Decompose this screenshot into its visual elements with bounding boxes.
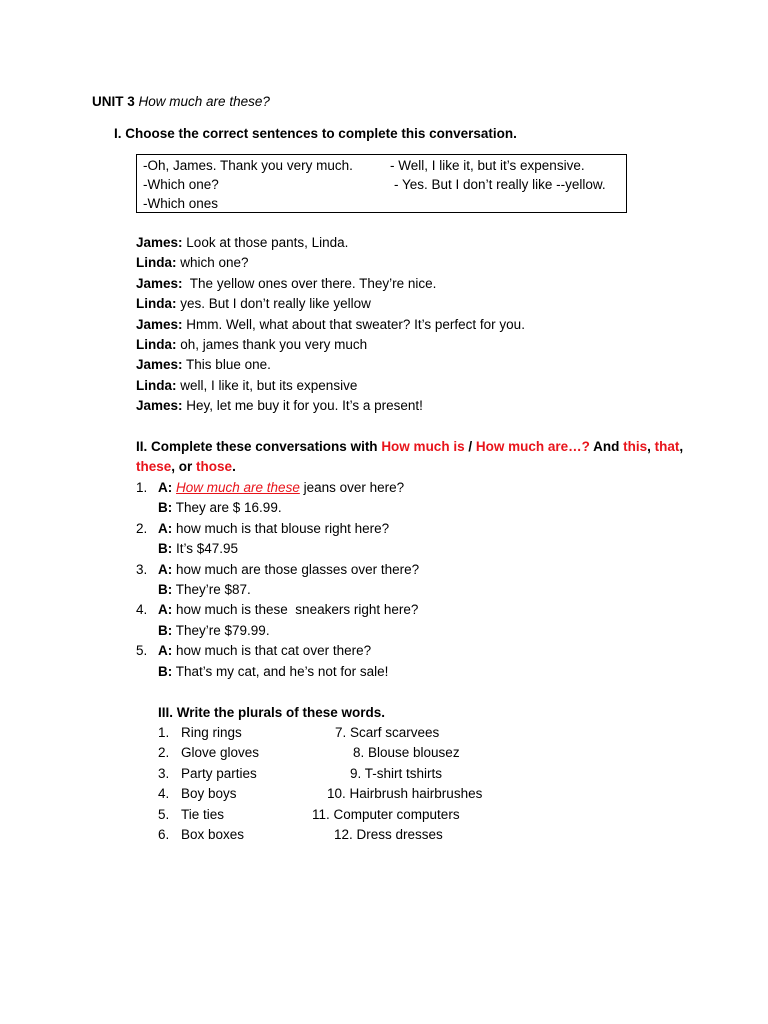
speaker: James:: [136, 398, 183, 414]
speaker-b: B:: [158, 500, 173, 516]
option-left-2: -Which one?: [143, 177, 219, 192]
speaker: Linda:: [136, 296, 177, 312]
unit-label: UNIT 3: [92, 94, 135, 109]
line-text: Look at those pants, Linda.: [182, 235, 349, 250]
speaker-b: B:: [158, 663, 173, 679]
speaker-a: A:: [158, 643, 173, 659]
speaker-a: A:: [158, 602, 173, 618]
item-number: 2.: [136, 520, 148, 536]
option-left-3: -Which ones: [143, 196, 219, 211]
plural-item: Box boxes: [181, 826, 245, 842]
heading-keyword: those: [196, 459, 233, 475]
section1-heading: I. Choose the correct sentences to complete this conversation.: [114, 126, 517, 141]
line-text: They’re $87.: [172, 581, 251, 597]
speaker-a: A:: [158, 561, 173, 577]
speaker-a: A:: [158, 480, 173, 495]
plurals-list: [136, 723, 516, 845]
dialogue-line: [136, 376, 525, 396]
example-answer: How much are these: [176, 480, 300, 495]
line-text: well, I like it, but its expensive: [176, 377, 358, 393]
dialogue-line: [136, 233, 525, 253]
item-number: 1.: [136, 480, 148, 495]
plural-row: [136, 723, 516, 743]
item-number: 2.: [158, 745, 170, 761]
line-text: That’s my cat, and he’s not for sale!: [172, 663, 389, 679]
plural-row: [136, 743, 516, 763]
speaker: James:: [136, 357, 183, 373]
heading-text: , or: [171, 459, 197, 475]
item-number: 4.: [136, 602, 148, 618]
speaker-b: B:: [158, 622, 173, 638]
plural-item: Ring rings: [181, 725, 242, 740]
line-text: how much is that blouse right here?: [172, 520, 390, 536]
heading-text: ,: [647, 439, 655, 454]
line-text: jeans over here?: [299, 480, 405, 495]
line-text: which one?: [176, 255, 249, 271]
sentence-options-box: [136, 154, 627, 213]
plural-item: 10. Hairbrush hairbrushes: [327, 786, 483, 802]
plural-item: Boy boys: [181, 786, 237, 802]
dialogue-line: [136, 253, 525, 273]
line-text: Hey, let me buy it for you. It’s a present!: [182, 398, 423, 414]
dialogue-line: [136, 355, 525, 375]
speaker: Linda:: [136, 336, 177, 352]
item-number: 3.: [136, 561, 148, 577]
plural-row: [136, 825, 516, 845]
option-left-1: -Oh, James. Thank you very much.: [143, 158, 353, 173]
item-number: 5.: [158, 806, 170, 822]
item-number: 3.: [158, 765, 170, 781]
dialogue-line: [136, 315, 525, 335]
line-text: This blue one.: [182, 357, 271, 373]
line-text: oh, james thank you very much: [176, 336, 368, 352]
plural-item: 8. Blouse blousez: [353, 745, 460, 761]
heading-text: And: [589, 439, 624, 454]
option-right-2: - Yes. But I don’t really like --yellow.: [394, 177, 606, 192]
heading-keyword: this: [623, 439, 648, 454]
plural-item: 11. Computer computers: [312, 806, 460, 822]
heading-text: /: [464, 439, 476, 454]
speaker: James:: [136, 235, 183, 250]
heading-keyword: How much are…?: [475, 439, 590, 454]
speaker: Linda:: [136, 377, 177, 393]
heading-keyword: that: [654, 439, 680, 454]
plural-item: 12. Dress dresses: [334, 826, 443, 842]
dialogue-line: [136, 335, 525, 355]
plural-item: Tie ties: [181, 806, 225, 822]
option-right-1: - Well, I like it, but it’s expensive.: [390, 158, 585, 173]
item-number: 6.: [158, 826, 170, 842]
dialogue-line: [136, 274, 525, 294]
plural-item: 9. T-shirt tshirts: [350, 765, 443, 781]
section2-heading: [136, 437, 696, 478]
line-text: It’s $47.95: [172, 541, 239, 557]
speaker-b: B:: [158, 541, 173, 557]
speaker-b: B:: [158, 581, 173, 597]
plural-row: [136, 764, 516, 784]
item-number: 1.: [158, 725, 170, 740]
unit-subtitle: How much are these?: [138, 94, 270, 109]
dialogue: [136, 233, 525, 417]
plural-item: 7. Scarf scarvees: [335, 725, 440, 740]
line-text: yes. But I don’t really like yellow: [176, 296, 371, 312]
line-text: how much is these sneakers right here?: [172, 602, 419, 618]
plural-row: [136, 805, 516, 825]
heading-text: II. Complete these conversations with: [136, 439, 382, 454]
item-number: 4.: [158, 786, 170, 802]
heading-text: .: [232, 459, 236, 475]
plural-item: Party parties: [181, 765, 257, 781]
line-text: The yellow ones over there. They’re nice.: [182, 275, 437, 291]
dialogue-line: [136, 294, 525, 314]
line-text: how much are those glasses over there?: [172, 561, 420, 577]
item-number: 5.: [136, 643, 148, 659]
section3-heading: III. Write the plurals of these words.: [158, 705, 386, 720]
heading-keyword: these: [136, 459, 172, 475]
page-title: [92, 92, 270, 112]
line-text: They are $ 16.99.: [172, 500, 282, 516]
heading-text: ,: [679, 439, 684, 454]
line-text: Hmm. Well, what about that sweater? It’s perfect for you.: [182, 316, 525, 332]
plural-item: Glove gloves: [181, 745, 260, 761]
speaker: Linda:: [136, 255, 177, 271]
plural-row: [136, 784, 516, 804]
line-text: how much is that cat over there?: [172, 643, 372, 659]
dialogue-line: [136, 396, 525, 416]
heading-keyword: How much is: [381, 439, 465, 454]
line-text: They’re $79.99.: [172, 622, 270, 638]
speaker-a: A:: [158, 520, 173, 536]
speaker: James:: [136, 275, 183, 291]
speaker: James:: [136, 316, 183, 332]
